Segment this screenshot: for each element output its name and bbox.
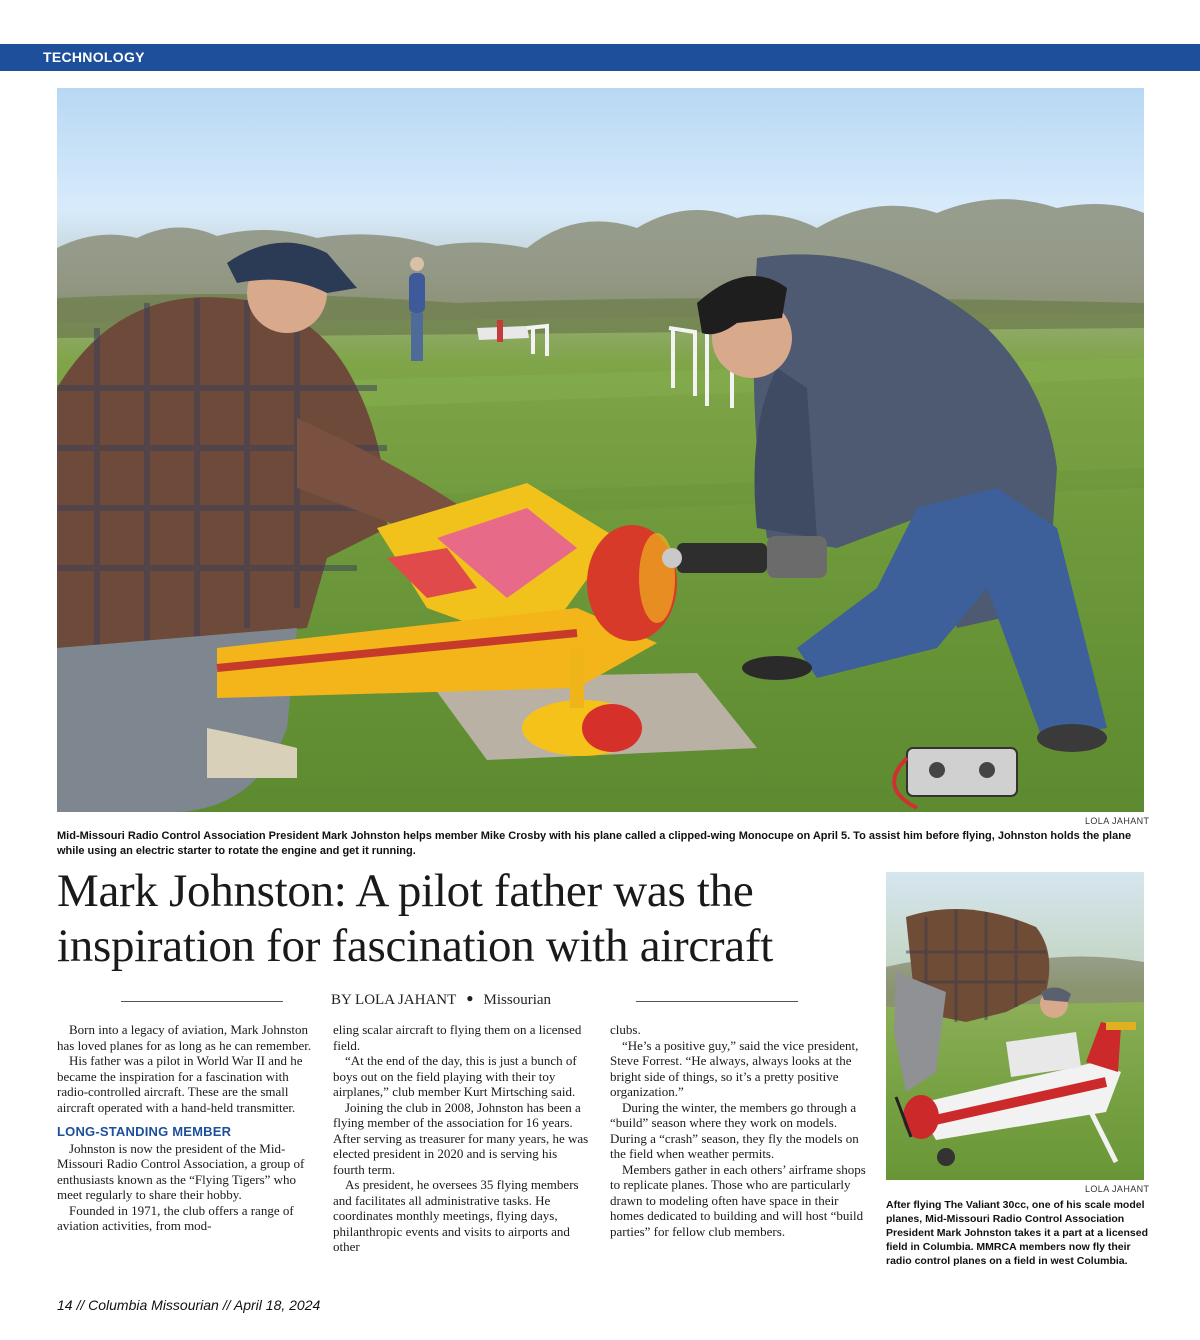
subhead: LONG-STANDING MEMBER [57,1124,232,1139]
paragraph: His father was a pilot in World War II and he became the inspiration for a fascination with radio-controlled aircraft. These are the small aircraft operated with a hand-held transmitter. [57,1053,303,1115]
main-photo [57,88,1144,812]
paragraph: As president, he oversees 35 flying members and facilitates all administrative tasks. He coordinates monthly meetings, flying days, philanthropic events and visits to airports and other [333,1177,579,1254]
side-photo-illustration [886,872,1144,1180]
byline-separator: ● [466,991,474,1005]
side-photo-credit: LOLA JAHANT [1085,1184,1150,1194]
byline [331,992,551,1009]
article-column-1 [57,1022,315,1234]
article-column-3 [610,1022,868,1239]
paragraph: Johnston is now the president of the Mid-Missouri Radio Control Association, a group of enthusiasts known as the “Flying Tigers” who meet regularly to share their hobby. [57,1140,305,1202]
paragraph: clubs. [610,1022,641,1037]
byline-outlet: Missourian [483,992,552,1008]
side-photo-caption: After flying The Valiant 30cc, one of his scale model planes, Mid-Missouri Radio Control Association President Mark Johnston takes it a part at a licensed field in Columbia. MMRCA members now fly their radio control planes on a field in west Columbia. [886,1199,1149,1267]
paragraph: “He’s a positive guy,” said the vice president, Steve Forrest. “He always, always looks at the bright side of things, so it’s a pretty positive organization.” [610,1037,859,1099]
paragraph: Members gather in each others’ airframe shops to replicate planes. Those who are particularly drawn to modeling often have space in their homes dedicated to building and will host “build parties” for fellow club members. [610,1161,866,1239]
paragraph: “At the end of the day, this is just a bunch of boys out on the field playing with their toy airplanes,” club member Kurt Mirtsching said. [333,1053,577,1099]
byline-author: BY LOLA JAHANT [331,992,457,1008]
paragraph: Founded in 1971, the club offers a range of aviation activities, from mod- [57,1202,294,1233]
paragraph: During the winter, the members go through a “build” season where they work on models. During a “crash” season, they fly the models on the field when weather permits. [610,1099,859,1161]
article-column-2 [333,1022,591,1255]
main-photo-caption: Mid-Missouri Radio Control Association President Mark Johnston helps member Mike Crosby with his plane called a clipped-wing Monocupe on April 5. To assist him before flying, Johnston holds the plane while using an electric starter to rotate the engine and get it running. [57,830,1132,857]
byline-rule-right [636,1001,798,1002]
paragraph: eling scalar aircraft to flying them on a licensed field. [333,1022,582,1053]
byline-rule-left [121,1001,283,1002]
paragraph: Born into a legacy of aviation, Mark Johnston has loved planes for as long as he can remember. [57,1022,312,1053]
page-folio: 14 // Columbia Missourian // April 18, 2024 [57,1297,321,1313]
headline: Mark Johnston: A pilot father was the inspiration for fascination with aircraft [57,865,773,972]
section-banner [0,44,1200,71]
paragraph: Joining the club in 2008, Johnston has been a flying member of the association for 16 years. After serving as treasurer for many years, he was elected president in 2020 and is serving his fourth term. [333,1099,589,1177]
side-photo [886,872,1144,1180]
section-label: TECHNOLOGY [43,49,145,65]
main-photo-illustration [57,88,1144,812]
main-photo-credit: LOLA JAHANT [1085,816,1150,826]
